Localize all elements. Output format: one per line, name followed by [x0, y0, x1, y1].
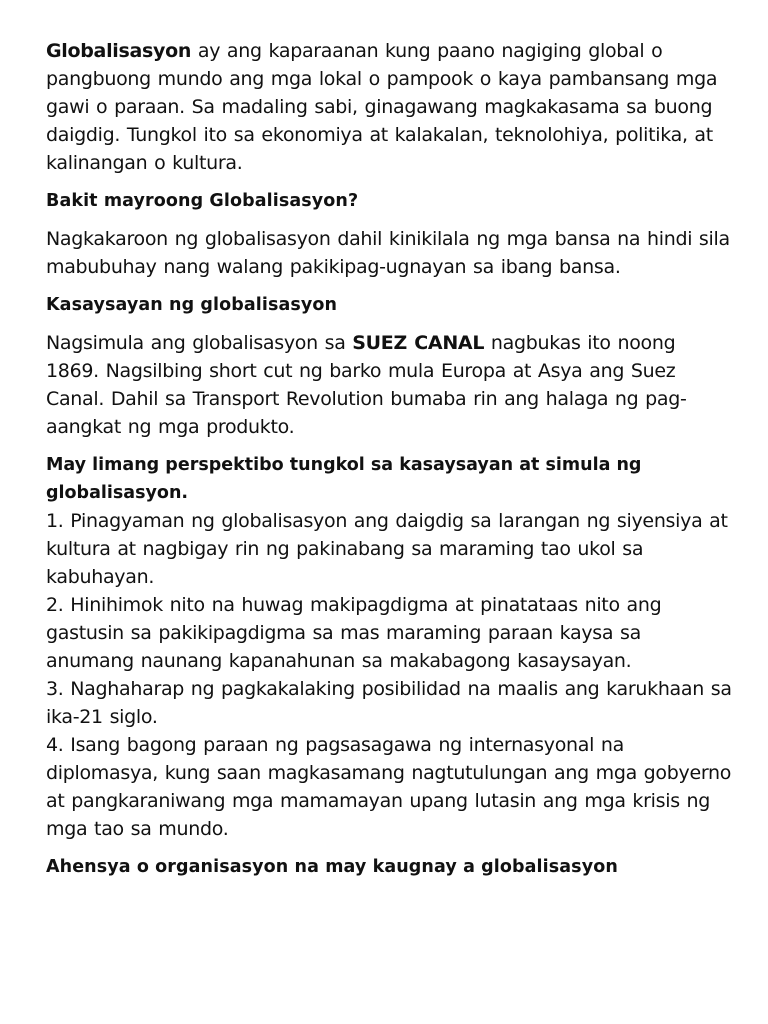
- history-text-after: nagbukas ito noong 1869. Nagsilbing short cut ng barko mula Europa at Asya ang Suez Canal. Dahil sa Transport Revolution bumaba rin ang halaga ng pag-aangkat ng mga produkto.: [46, 332, 687, 438]
- list-item: 2. Hinihimok nito na huwag makipagdigma at pinatataas nito ang gastusin sa pakikipagdigma sa mas maraming paraan kaysa sa anumang naunang kapanahunan sa makabagong kasaysayan.: [46, 594, 662, 672]
- list-item: 4. Isang bagong paraan ng pagsasagawa ng internasyonal na diplomasya, kung saan magkasamang nagtutulungan ang mga gobyerno at pangkaraniwang mga mamamayan upang lutasin ang mga krisis ng mga tao sa mundo.: [46, 734, 732, 840]
- perspectives-section: [46, 451, 732, 843]
- list-item: 1. Pinagyaman ng globalisasyon ang daigdig sa larangan ng siyensiya at kultura at nagbigay rin ng pakinabang sa maraming tao ukol sa kabuhayan.: [46, 510, 728, 588]
- why-heading: Bakit mayroong Globalisasyon?: [46, 191, 359, 211]
- intro-text: ay ang kaparaanan kung paano nagiging global o pangbuong mundo ang mga lokal o pampook o kaya pambansang mga gawi o paraan. Sa madaling sabi, ginagawang magkakasama sa buong daigdig. Tungkol ito sa ekonomiya at kalakalan, teknolohiya, politika, at kalinangan o kultura.: [46, 40, 718, 174]
- intro-paragraph: [46, 37, 732, 177]
- intro-term: Globalisasyon: [46, 40, 192, 62]
- history-heading: Kasaysayan ng globalisasyon: [46, 295, 338, 315]
- history-paragraph: [46, 329, 732, 441]
- perspectives-heading: May limang perspektibo tungkol sa kasaysayan at simula ng globalisasyon.: [46, 455, 642, 503]
- history-highlight: SUEZ CANAL: [352, 332, 485, 354]
- history-text-before: Nagsimula ang globalisasyon sa: [46, 332, 353, 354]
- list-item: 3. Naghaharap ng pagkakalaking posibilidad na maalis ang karukhaan sa ika-21 siglo.: [46, 678, 732, 728]
- agencies-heading: Ahensya o organisasyon na may kaugnay a globalisasyon: [46, 857, 618, 877]
- why-paragraph: Nagkakaroon ng globalisasyon dahil kinikilala ng mga bansa na hindi sila mabubuhay nang walang pakikipag-ugnayan sa ibang bansa.: [46, 228, 730, 278]
